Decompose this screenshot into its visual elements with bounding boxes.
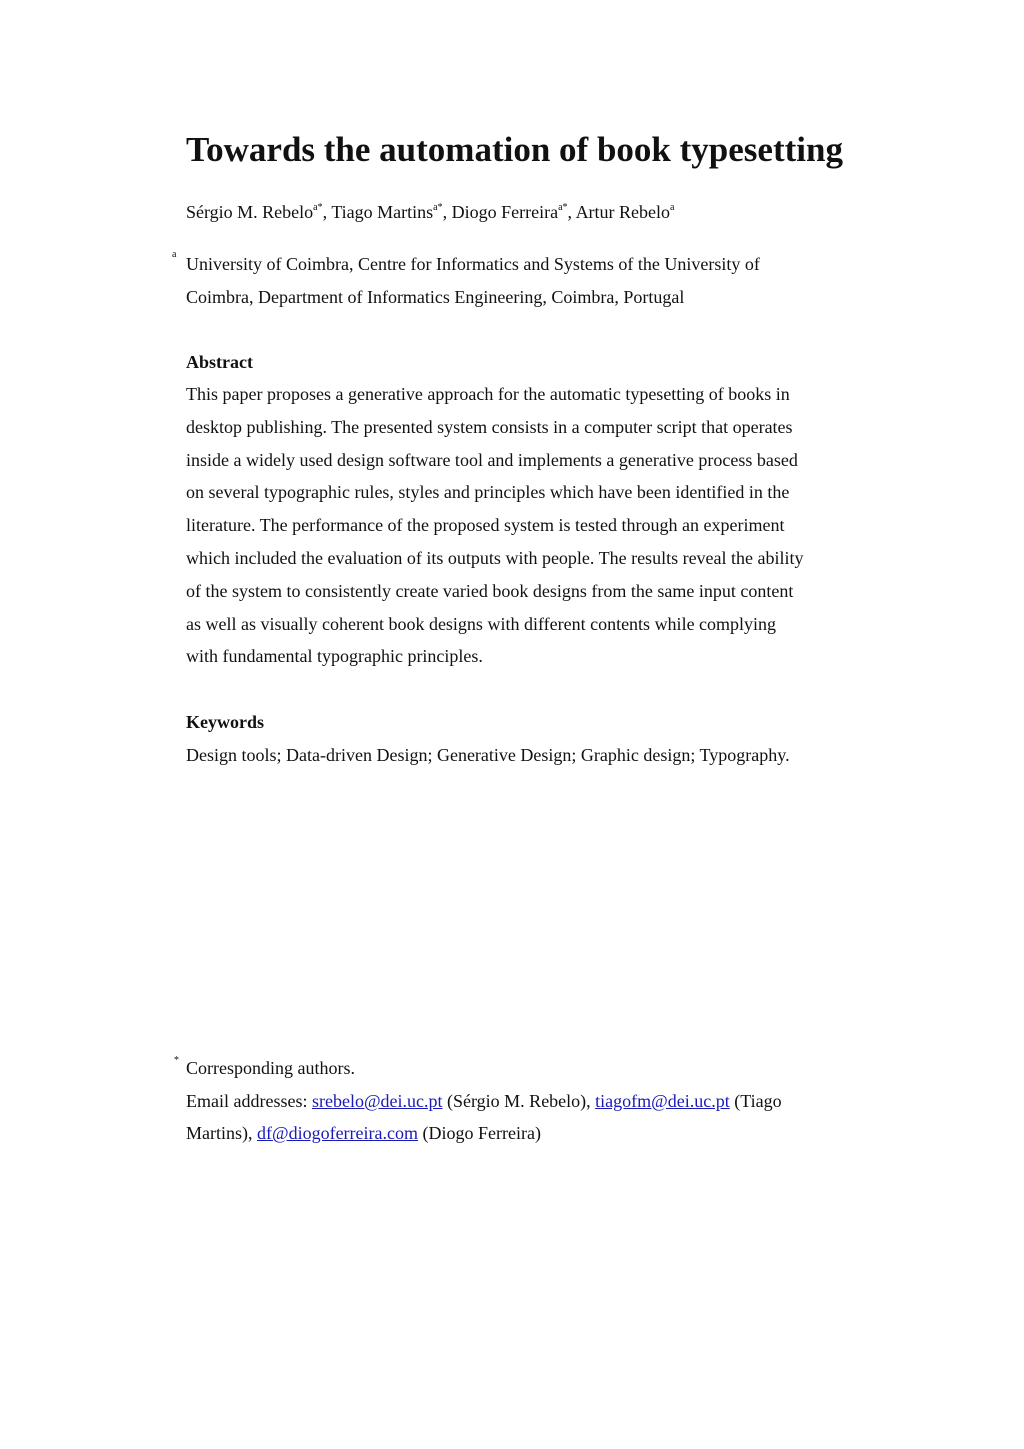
email-prefix: Email addresses: [186,1090,312,1111]
author-separator: , [442,202,452,222]
affiliation-line: University of Coimbra, Centre for Informatics and Systems of the University of [186,254,760,274]
keywords-heading: Keywords [186,712,264,732]
affiliation-block [172,248,846,314]
author-separator: , [322,202,332,222]
email-owner: (Tiago [729,1090,782,1111]
correspondence-footnote [174,1052,846,1150]
keywords-text: Design tools; Data-driven Design; Generative Design; Graphic design; Typography. [186,745,790,765]
author-affiliation-mark: a [670,202,675,213]
author-affiliation-mark: a* [433,202,443,213]
affiliation-line: Coimbra, Department of Informatics Engineering, Coimbra, Portugal [186,286,685,307]
abstract-heading: Abstract [186,352,253,372]
email-link-ferreira[interactable]: df@diogoferreira.com [257,1123,419,1143]
author-list [186,198,675,226]
email-owner: (Diogo Ferreira) [418,1123,541,1143]
email-line [186,1085,846,1118]
author-name: Tiago Martins [331,202,434,222]
author-name: Sérgio M. Rebelo [186,202,314,222]
email-owner: Martins), [186,1123,257,1143]
email-line [186,1117,846,1150]
author-affiliation-mark: a* [558,202,568,213]
author-name: Artur Rebelo [575,202,671,222]
email-link-rebelo[interactable]: srebelo@dei.uc.pt [311,1090,443,1111]
author-affiliation-mark: a* [313,202,323,213]
affiliation-mark: a [172,249,177,260]
footnote-mark: * [174,1055,179,1066]
email-link-martins[interactable]: tiagofm@dei.uc.pt [595,1090,730,1111]
corresponding-authors-label: Corresponding authors. [186,1058,355,1078]
author-separator: , [567,202,576,222]
paper-title: Towards the automation of book typesetting [186,130,843,169]
paper-page: Towards the automation of book typesetting Sérgio M. Rebelo$^{a*}$, Tiago Martins$^{a*}$, Diogo Ferreira$^{a*}$, Artur Rebelo$^a$ a University of Coimbra, Centre for Informatics and Systems of the University of Coimbra, Department of Informatics Engineering, Coimbra, Portugal Abstract This paper proposes a generative approach for the automatic typesetting of books in desktop publishing. The presented system consists in a computer script that operates inside a widely used design software tool and implements a generative process based on several typographic rules, styles and principles which have been identified in the literature. The performance of the proposed system is tested through an experiment which included the evaluation of its outputs with people. The results reveal the ability of the system to consistently create varied book designs from the same input content as well as visually coherent book designs with different contents while complying with fundamental typographic principles. Keywords Design tools; Data-driven Design; Generative Design; Graphic design; Typography. * Corresponding authors. Email addresses: srebelo@dei.uc.pt (Sérgio M. Rebelo), tiagofm@dei.uc.pt (Tiago Martins), df@diogoferreira.com (Diogo Ferreira) [0,0,1024,1449]
author-name: Diogo Ferreira [451,202,559,222]
email-owner: (Sérgio M. Rebelo), [442,1090,596,1111]
